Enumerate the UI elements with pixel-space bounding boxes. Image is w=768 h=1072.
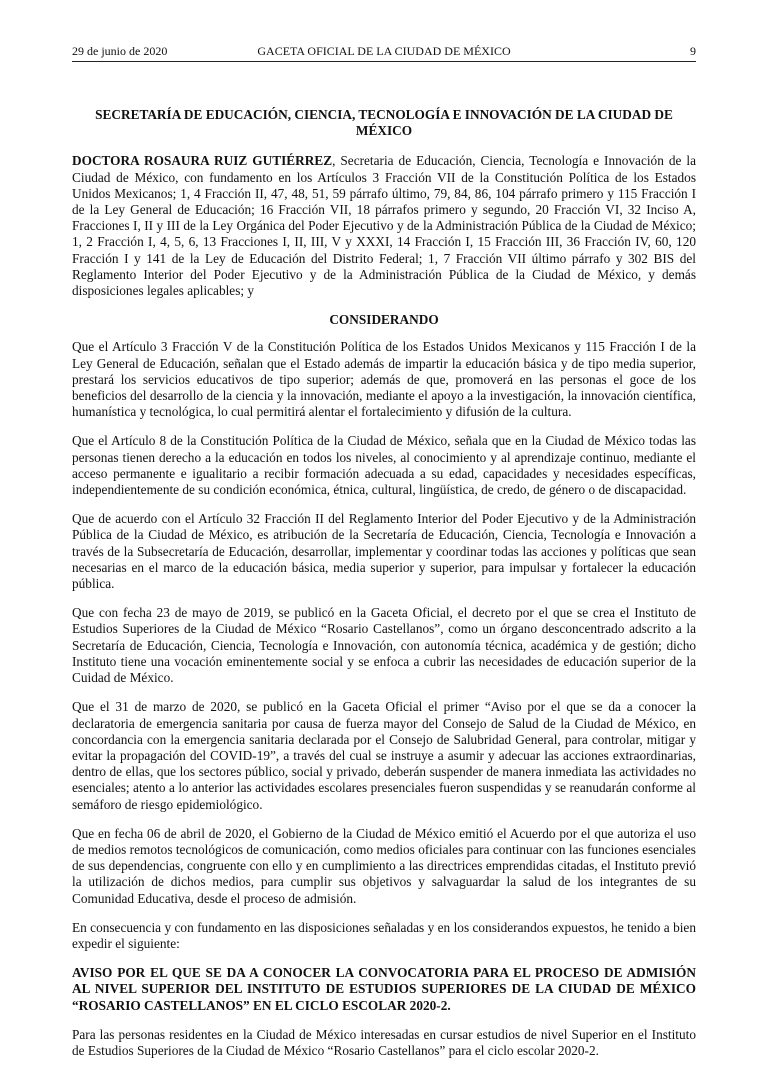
considerando-paragraph: Que de acuerdo con el Artículo 32 Fracción II del Reglamento Interior del Poder Ejecutivo y de la Administración Pública de la Ciudad de México, es atribución de la Secretaría de Educación, Ciencia, Tecnología e Innovación a través de la Subsecretaría de Educación, desarrollar, implementar y coordinar todas las acciones y políticas que sean necesarias en el marco de la educación básica, media superior y superior, para impulsar y fortalecer la educación pública. [72,511,696,592]
closing-paragraph: Para las personas residentes en la Ciudad de México interesadas en cursar estudios de nivel Superior en el Instituto de Estudios Superiores de la Ciudad de México “Rosario Castellanos” para el ciclo escolar 2020-2. [72,1026,696,1058]
considerando-heading: CONSIDERANDO [329,312,439,328]
considerando-paragraph: Que con fecha 23 de mayo de 2019, se publicó en la Gaceta Oficial, el decreto por el que se crea el Instituto de Estudios Superiores de la Ciudad de México “Rosario Castellanos”, como un órgano desconcentrado adscrito a la Secretaría de Educación, Ciencia, Tecnología e Innovación, con autonomía técnica, académica y de gestión; dicho Instituto tiene una vocación eminentemente social y se enfoca a cubrir las necesidades de educación superior de la Cuidad de México. [72,605,696,686]
document-body [72,107,696,1072]
considerando-paragraph: Que el 31 de marzo de 2020, se publicó en la Gaceta Oficial el primer “Aviso por el que se da a conocer la declaratoria de emergencia sanitaria por causa de fuerza mayor del Consejo de Salud de la Ciudad de México, en concordancia con la emergencia sanitaria declarada por el Consejo de Salubridad General, para controlar, mitigar y evitar la propagación del COVID-19”, a través del cual se instruye a asumir y adecuar las acciones extraordinarias, dentro de ellas, que los sectores público, social y privado, deberán suspender de manera inmediata las actividades no esenciales; atento a lo anterior las actividades escolares presenciales fueron suspendidas y se reanudarán conforme al semáforo de riesgo epidemiológico. [72,699,696,812]
intro-name: DOCTORA ROSAURA RUIZ GUTIÉRREZ [72,153,333,169]
considerando-paragraph: Que en fecha 06 de abril de 2020, el Gobierno de la Ciudad de México emitió el Acuerdo por el que autoriza el uso de medios remotos tecnológicos de comunicación, como medios oficiales para continuar con las funciones esenciales de sus dependencias, congruente con ello y en cumplimiento a las directrices emprendidas citadas, el Instituto previó la utilización de dichos medios, para cumplir sus objetivos y salvaguardar la salud de los integrantes de su Comunidad Educativa, desde el proceso de admisión. [72,825,696,906]
page-header [72,44,696,60]
intro-paragraph [72,153,696,299]
considerando-paragraph: Que el Artículo 3 Fracción V de la Constitución Política de los Estados Unidos Mexicanos y 115 Fracción I de la Ley General de Educación, señalan que el Estado además de impartir la educación básica y de tipo media superior, prestará los servicios educativos de tipo superior; además de que, promoverá en las personas el goce de los beneficios del desarrollo de la ciencia y la innovación, mediante el apoyo a la investigación, la innovación científica, humanística y tecnológica, lo cual permitirá alentar el fortalecimiento y difusión de la cultura. [72,339,696,420]
header-page-number: 9 [690,44,696,58]
header-title: GACETA OFICIAL DE LA CIUDAD DE MÉXICO [257,44,511,58]
header-date: 29 de junio de 2020 [72,44,168,58]
secretaria-heading: SECRETARÍA DE EDUCACIÓN, CIENCIA, TECNOLOGÍA E INNOVACIÓN DE LA CIUDAD DE MÉXICO [95,107,673,139]
aviso-heading: AVISO POR EL QUE SE DA A CONOCER LA CONVOCATORIA PARA EL PROCESO DE ADMISIÓN AL NIVEL SUPERIOR DEL INSTITUTO DE ESTUDIOS SUPERIORES DE LA CIUDAD DE MÉXICO “ROSARIO CASTELLANOS” EN EL CICLO ESCOLAR 2020-2. [72,965,696,1013]
consecuencia-paragraph: En consecuencia y con fundamento en las disposiciones señaladas y en los considerandos expuestos, he tenido a bien expedir el siguiente: [72,919,696,951]
header-divider [72,61,696,62]
intro-text: , Secretaria de Educación, Ciencia, Tecnología e Innovación de la Ciudad de México, con fundamento en los Artículos 3 Fracción VII de la Constitución Política de los Estados Unidos Mexicanos; 1, 4 Fracción II, 47, 48, 51, 59 párrafo último, 79, 84, 86, 104 párrafo primero y 115 Fracción I de la Ley General de Educación; 16 Fracción VII, 18 párrafos primero y segundo, 20 Fracción VI, 32 Inciso A, Fracciones I, II y III de la Ley Orgánica del Poder Ejecutivo y de la Administración Pública de la Ciudad de México; 1, 2 Fracción I, 4, 5, 6, 13 Fracciones I, II, III, V y XXXI, 14 Fracción I, 15 Fracción III, 36 Fracción IV, 60, 120 Fracción I y 141 de la Ley de Educación del Distrito Federal; 1, 7 Fracción VII último párrafo y 302 BIS del Reglamento Interior del Poder Ejecutivo y de la Administración Pública de la Ciudad de México, y demás disposiciones legales aplicables; y [72,153,697,299]
considerando-paragraph: Que el Artículo 8 de la Constitución Política de la Ciudad de México, señala que en la Ciudad de México todas las personas tienen derecho a la educación en todos los niveles, al conocimiento y al aprendizaje continuo, mediante el acceso permanente e igualitario a recibir formación adecuada a su edad, capacidades y necesidades específicas, independientemente de su condición económica, étnica, cultural, lingüística, de credo, de género o de discapacidad. [72,433,696,498]
